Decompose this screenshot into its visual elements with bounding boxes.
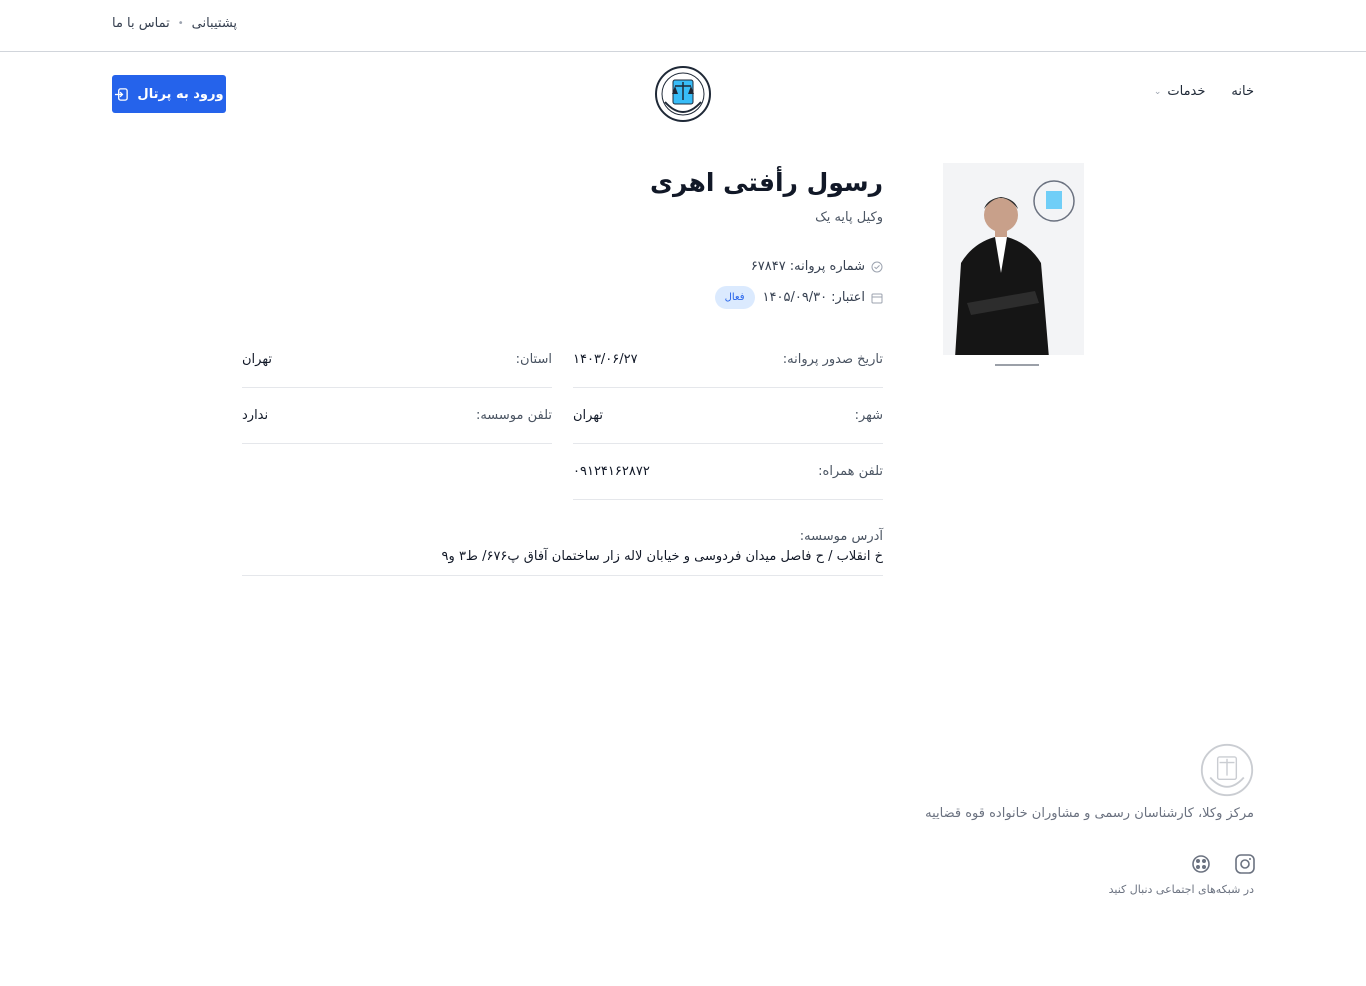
- nav-services[interactable]: [1154, 84, 1206, 99]
- contact-link[interactable]: تماس با ما: [112, 16, 170, 31]
- province-field: [242, 332, 552, 388]
- support-link[interactable]: پشتیبانی: [191, 16, 238, 31]
- chevron-down-icon: ⌄: [1153, 86, 1162, 97]
- lawyer-name: رسول رأفتی اهری: [650, 168, 883, 197]
- validity-value: ۱۴۰۵/۰۹/۳۰: [762, 290, 828, 305]
- institute-phone-field: [242, 388, 552, 444]
- license-label: شماره پروانه:: [789, 259, 865, 274]
- nav-home[interactable]: [1231, 84, 1254, 99]
- mobile-label: تلفن همراه:: [818, 464, 883, 479]
- issue-date-value: ۱۴۰۳/۰۶/۲۷: [573, 352, 638, 367]
- mobile-value: ۰۹۱۲۴۱۶۲۸۷۲: [573, 464, 650, 479]
- validity-label: اعتبار:: [831, 290, 865, 305]
- license-value: ۶۷۸۴۷: [750, 259, 786, 274]
- judiciary-logo[interactable]: [653, 64, 713, 124]
- main-nav: [1128, 84, 1254, 99]
- instagram-icon[interactable]: [1234, 853, 1256, 875]
- issue-date-label: تاریخ صدور پروانه:: [782, 352, 883, 367]
- top-bar: [0, 0, 1366, 52]
- nav-home-label: خانه: [1231, 84, 1254, 99]
- license-row: [751, 259, 883, 274]
- address-label: آدرس موسسه:: [799, 529, 883, 544]
- footer-follow-text: در شبکه‌های اجتماعی دنبال کنید: [1108, 883, 1254, 896]
- footer-org-name: مرکز وکلا، کارشناسان رسمی و مشاوران خانواده قوه قضاییه: [925, 806, 1254, 821]
- aparat-icon[interactable]: [1190, 853, 1212, 875]
- top-links: [112, 16, 237, 31]
- check-circle-icon: [871, 261, 883, 273]
- footer-logo: [1199, 742, 1255, 798]
- separator-dot: •: [177, 18, 184, 29]
- address-value: خ انقلاب / ح فاصل میدان فردوسی و خیابان لاله زار ساختمان آفاق پ۶۷۶/ ط۳ و۹: [441, 549, 883, 564]
- validity-row: [715, 286, 883, 309]
- portal-login-label: ورود به پرتال: [137, 86, 224, 102]
- city-label: شهر:: [854, 408, 883, 423]
- social-links: [1190, 853, 1256, 875]
- login-icon: [114, 87, 129, 102]
- address-field: [242, 520, 883, 576]
- lawyer-title: وکیل پایه یک: [815, 210, 883, 225]
- status-badge: فعال: [715, 286, 755, 309]
- city-field: [573, 388, 883, 444]
- institute-phone-value: ندارد: [242, 408, 269, 423]
- mobile-field: [573, 444, 883, 500]
- institute-phone-label: تلفن موسسه:: [475, 408, 552, 423]
- portal-login-button[interactable]: [112, 75, 226, 113]
- city-value: تهران: [573, 408, 603, 423]
- province-label: استان:: [515, 352, 552, 367]
- issue-date-field: [573, 332, 883, 388]
- lawyer-photo: [943, 163, 1084, 376]
- province-value: تهران: [242, 352, 272, 367]
- calendar-icon: [871, 292, 883, 304]
- nav-services-label: خدمات: [1167, 84, 1206, 99]
